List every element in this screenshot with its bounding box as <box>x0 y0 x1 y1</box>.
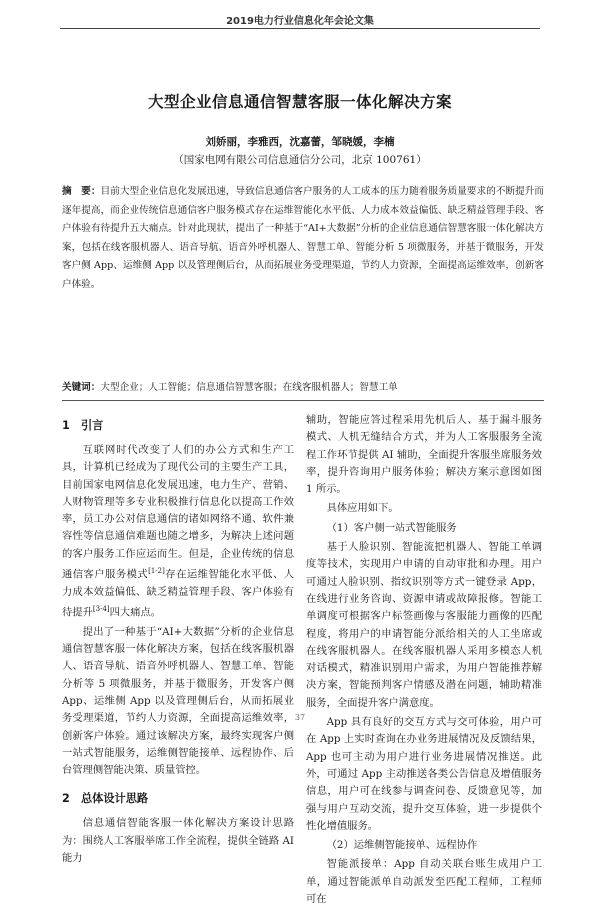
abstract <box>62 183 544 294</box>
keywords-label: 关键词： <box>62 382 101 393</box>
body-paragraph: App 具有良好的交互方式与交可体验，用户可在 App 上实时查询在办业务进展情况及反馈结果，App 也可主动为用户进行业务进展情况推送。此外，可通过 App 主动推送各类公告信息及增值服务信息，用户可在线参与调查问卷、反馈意见等，加强与用户互动交流，提升交互体验，进一步提供个性化增值服务。 <box>306 716 542 832</box>
paper-title: 大型企业信息通信智慧客服一体化解决方案 <box>147 93 452 111</box>
citation: [3-4] <box>92 605 110 614</box>
section-heading-design: 2 总体设计思路 <box>62 792 149 806</box>
body-paragraph: 智能派接单：App 自动关联台账生成用户工单，通过智能派单自动派发至匹配工程师，工程师可在 <box>306 858 542 906</box>
body-paragraph: 基于人脸识别、智能流把机器人、智能工单调度等技术，实现用户申请的自动审批和办理。用户可通过人脸识别、指纹识别等方式一键登录 App，在线进行业务咨询、资源申请或故障报修。智能工单调度可根据客户标签画像与客服能力画像的匹配程度，将用户的申请智能分派给相关的人工坐席或在线客服机器人。在线客服机器人采用多模态人机对话模式，精准识别用户需求，为用户智能推荐解决方案，智能预判客户情感及潜在问题，辅助精准服务，全面提升客户满意度。 <box>306 541 542 709</box>
keywords <box>62 380 544 396</box>
body-paragraph: 互联网时代改变了人们的办公方式和生产工具，计算机已经成为了现代公司的主要生产工具，目前国家电网信息化发展迅速，电力生产、营销、人财物管理等多专业积极推行信息化以提高工作效率，员工办公对信息通信的诸如网络不通、软件兼容性等信息通信难题也随之增多，为解决上述问题的客户服务工作应运而生。但是，企业传统的信息通信客户服务模式[1-2]存在运维智能化水平低、人力成本效益偏低、缺乏精益管理手段、客户体验有待提升[3-4]四大痛点。 <box>62 444 295 619</box>
subsection-heading: （1）客户侧一站式智能服务 <box>326 521 457 534</box>
author-list: 刘娇丽，李雅西，沈嘉蕾，邹晓媛，李楠 <box>205 136 395 148</box>
body-paragraph: 信息通信智能客服一体化解决方案设计思路为：围绕人工客服举席工作全流程，提供全链路 AI 能力 <box>62 817 294 865</box>
subsection-heading: （2）运维侧智能接单、远程协作 <box>326 839 478 852</box>
left-column <box>62 412 294 869</box>
section-heading-introduction: 1 引言 <box>62 419 104 432</box>
section-divider <box>62 400 544 401</box>
body-paragraph: 辅助，智能应答过程采用先机后人、基于漏斗服务模式、人机无缝结合方式，并为人工客服服务全流程工作环节提供 AI 辅助，全面提升客服坐席服务效率，提升咨询用户服务体验；解决方案示意图如图 1 所示。 <box>306 414 542 496</box>
abstract-text: 目前大型企业信息化发展迅速，导致信息通信客户服务的人工成本的压力随着服务质量要求的不断提升而逐年提高，而企业传统信息通信客户服务模式存在运维智能化水平低、人力成本效益偏低、缺乏精益管理手段、客户体验有待提升五大痛点。针对此现状，提出了一种基于“AI+大数据”分析的企业信息通信智慧客服一体化解决方案，包括在线客服机器人、语音导航、语音外呼机器人、智慧工单、智能分析 5 项微服务，并基于微服务，开发客户侧 App、运维侧 App 以及管理侧后台，从而拓展业务受理渠道，节约人力资源，全面提高运维效率，创新客户体验。 <box>62 186 545 290</box>
header-rule <box>60 28 540 29</box>
running-head: 2019电力行业信息化年会论文集 <box>226 16 374 27</box>
abstract-label: 摘 要： <box>62 186 101 197</box>
citation: [1-2] <box>148 567 165 576</box>
body-paragraph: 提出了一种基于“AI+大数据”分析的企业信息通信智慧客服一体化解决方案，包括在线客服机器人、语音导航、语音外呼机器人、智慧工单、智能分析等 5 项微服务，并基于微服务，开发客户侧 App、运维侧 App 以及管理侧后台，从而拓展业务受理渠道，节约人力资源，全面提高运维效率，创新客户体验。通过该解决方案，最终实现客户侧一站式智能服务，运维侧智能接单、远程协作、后台管理侧智能决策、质量管控。 <box>62 625 294 777</box>
keywords-text: 大型企业；人工智能；信息通信智慧客服；在线客服机器人；智慧工单 <box>100 382 398 393</box>
right-column <box>306 412 542 910</box>
author-affiliation: （国家电网有限公司信息通信分公司，北京 100761） <box>173 154 427 166</box>
page-number: 37 <box>294 713 306 722</box>
body-paragraph: 具体应用如下。 <box>326 502 399 515</box>
